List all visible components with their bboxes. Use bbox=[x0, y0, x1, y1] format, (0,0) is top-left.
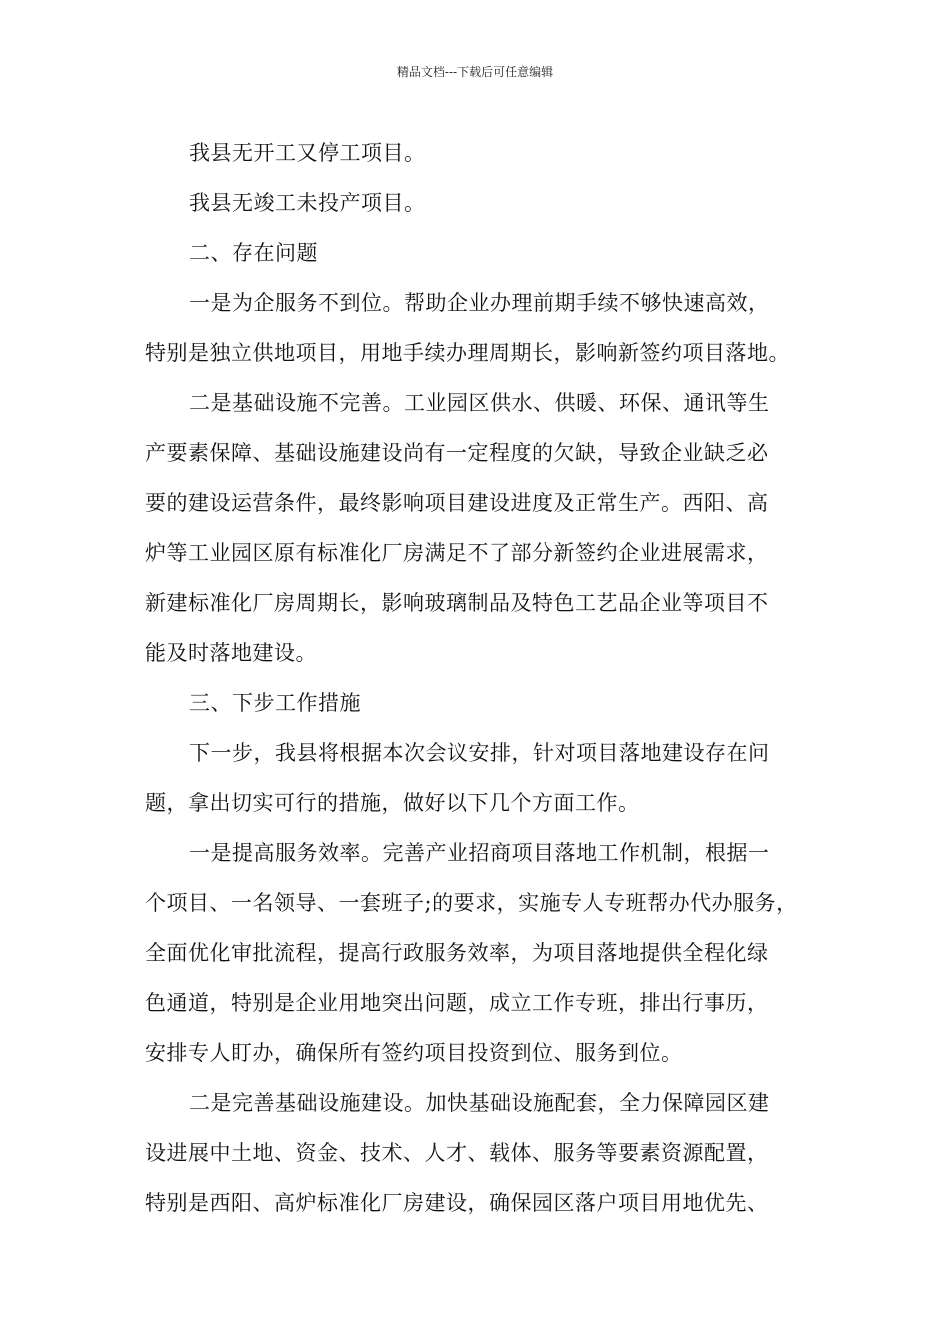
paragraph-line: 二是基础设施不完善。工业园区供水、供暖、环保、通讯等生 bbox=[189, 391, 770, 415]
paragraph-line: 我县无开工又停工项目。 bbox=[189, 141, 426, 165]
paragraph-line: 我县无竣工未投产项目。 bbox=[189, 191, 426, 215]
paragraph-line: 新建标准化厂房周期长，影响玻璃制品及特色工艺品企业等项目不 bbox=[145, 591, 769, 615]
paragraph-line: 个项目、一名领导、一套班子;的要求，实施专人专班帮办代办服务， bbox=[145, 891, 798, 915]
paragraph-line: 下一步，我县将根据本次会议安排，针对项目落地建设存在问 bbox=[189, 741, 770, 765]
paragraph-line: 特别是西阳、高炉标准化厂房建设，确保园区落户项目用地优先、 bbox=[145, 1191, 769, 1215]
paragraph-line: 一是提高服务效率。完善产业招商项目落地工作机制，根据一 bbox=[189, 841, 770, 865]
document-body bbox=[145, 128, 825, 1228]
paragraph-line: 题，拿出切实可行的措施，做好以下几个方面工作。 bbox=[145, 791, 640, 815]
paragraph-line: 特别是独立供地项目，用地手续办理周期长，影响新签约项目落地。 bbox=[145, 341, 790, 365]
paragraph-line: 全面优化审批流程，提高行政服务效率，为项目落地提供全程化绿 bbox=[145, 941, 769, 965]
paragraph-line: 炉等工业园区原有标准化厂房满足不了部分新签约企业进展需求， bbox=[145, 541, 769, 565]
paragraph-line: 色通道，特别是企业用地突出问题，成立工作专班，排出行事历， bbox=[145, 991, 769, 1015]
paragraph-line: 产要素保障、基础设施建设尚有一定程度的欠缺，导致企业缺乏必 bbox=[145, 441, 769, 465]
paragraph-line: 安排专人盯办，确保所有签约项目投资到位、服务到位。 bbox=[145, 1041, 683, 1065]
section-heading: 三、下步工作措施 bbox=[189, 691, 361, 715]
paragraph-line: 设进展中土地、资金、技术、人才、载体、服务等要素资源配置， bbox=[145, 1141, 769, 1165]
section-heading: 二、存在问题 bbox=[189, 241, 318, 265]
paragraph-line: 二是完善基础设施建设。加快基础设施配套，全力保障园区建 bbox=[189, 1091, 770, 1115]
paragraph-line: 要的建设运营条件，最终影响项目建设进度及正常生产。西阳、高 bbox=[145, 491, 769, 515]
paragraph-line: 一是为企服务不到位。帮助企业办理前期手续不够快速高效， bbox=[189, 291, 770, 315]
paragraph-line: 能及时落地建设。 bbox=[145, 641, 317, 665]
page-header: 精品文档---下载后可任意编辑 bbox=[396, 65, 554, 79]
